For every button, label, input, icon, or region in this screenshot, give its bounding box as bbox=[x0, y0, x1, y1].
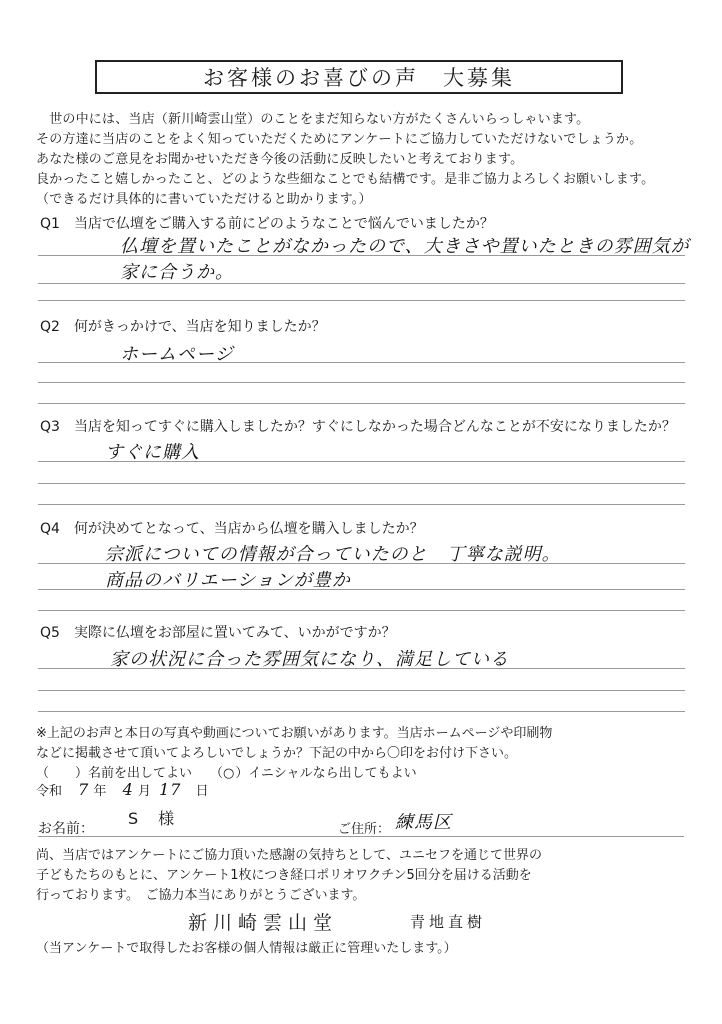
intro-line: その方達に当店のことをよく知っていただくためにアンケートにご協力していただけないでしょうか。 bbox=[36, 132, 643, 147]
answer-rule bbox=[38, 283, 685, 284]
answer-rule bbox=[38, 711, 685, 712]
date-day-unit: 日 bbox=[195, 784, 209, 799]
question-text: 実際に仏壇をお部屋に置いてみて、いかがですか？ bbox=[73, 625, 396, 641]
privacy-note: （当アンケートで取得したお客様の個人情報は厳正に管理いたします。） bbox=[36, 941, 457, 956]
date-year: 7 bbox=[78, 780, 90, 799]
page-title bbox=[95, 60, 623, 94]
question-text: 当店で仏壇をご購入する前にどのようなことで悩んでいましたか？ bbox=[73, 216, 494, 232]
answer-rule bbox=[38, 690, 685, 691]
date-month-unit: 月 bbox=[137, 784, 151, 799]
shop-name: 新川崎雲山堂 bbox=[188, 912, 339, 934]
intro-line: あなた様のご意見をお聞かせいただき今後の活動に反映したいと考えております。 bbox=[36, 152, 524, 167]
consent-option-initial[interactable] bbox=[210, 762, 417, 781]
intro-line: （できるだけ具体的に書いていただけると助かります。） bbox=[36, 192, 372, 207]
answer-1-line-2: 家に合うか。 bbox=[120, 262, 234, 283]
consent-option-name[interactable]: （ ）名前を出してよい bbox=[36, 766, 193, 781]
question-label: Q2 bbox=[40, 319, 60, 335]
question-2 bbox=[40, 316, 326, 336]
answer-rule bbox=[38, 668, 685, 669]
ceo-name: 青地直樹 bbox=[410, 913, 487, 931]
option-open-paren: （ bbox=[210, 766, 224, 781]
answer-rule bbox=[38, 362, 685, 363]
answer-rule bbox=[38, 504, 685, 505]
question-label: Q3 bbox=[40, 419, 60, 435]
question-text: 当店を知ってすぐに購入しましたか？すぐにしなかった場合どんなことが不安になりましたか？ bbox=[73, 419, 676, 435]
question-label: Q1 bbox=[40, 216, 60, 232]
consent-line: などに掲載させて頂いてよろしいでしょうか？下記の中から〇印をお付け下さい。 bbox=[36, 746, 518, 761]
name-value[interactable]: S 様 bbox=[128, 809, 177, 828]
answer-rule bbox=[38, 461, 685, 462]
question-1 bbox=[40, 213, 494, 233]
consent-line: ※上記のお声と本日の写真や動画についてお願いがあります。当店ホームページや印刷物 bbox=[36, 726, 553, 741]
intro-line: 良かったこと嬉しかったこと、どのような些細なことでも結構です。是非ご協力よろしくお願いします。 bbox=[36, 172, 655, 187]
address-label: ご住所： bbox=[338, 822, 391, 837]
question-text: 何がきっかけで、当店を知りましたか？ bbox=[73, 319, 326, 335]
name-label: お名前： bbox=[38, 821, 94, 837]
date-day: 17 bbox=[159, 780, 182, 799]
answer-2-line-1: ホームページ bbox=[120, 344, 234, 365]
intro-line: 世の中には、当店（新川崎雲山堂）のことをまだ知らない方がたくさんいらっしゃいます。 bbox=[36, 112, 590, 127]
answer-rule bbox=[38, 563, 685, 564]
question-5 bbox=[40, 622, 396, 642]
circle-mark: ○ bbox=[223, 766, 236, 781]
date-year-unit: 年 bbox=[93, 784, 107, 799]
address-underline bbox=[338, 836, 684, 837]
answer-4-line-1: 宗派についての情報が合っていたのと 丁寧な説明。 bbox=[105, 544, 561, 565]
option-text: ）イニシャルなら出してもよい bbox=[235, 766, 417, 781]
answer-rule bbox=[38, 255, 685, 256]
answer-5-line-1: 家の状況に合った雰囲気になり、満足している bbox=[110, 649, 509, 670]
address-value[interactable]: 練馬区 bbox=[395, 812, 452, 833]
answer-rule bbox=[38, 610, 685, 611]
question-4 bbox=[40, 518, 424, 538]
page-title-text: お客様のお喜びの声 大募集 bbox=[203, 66, 515, 90]
answer-rule bbox=[38, 300, 685, 301]
footer-line: 子どもたちのもとに、アンケート1枚につき経口ポリオワクチン5回分を届ける活動を bbox=[36, 868, 532, 883]
question-3 bbox=[40, 416, 676, 436]
question-label: Q4 bbox=[40, 521, 60, 537]
name-underline bbox=[38, 836, 338, 837]
answer-rule bbox=[38, 403, 685, 404]
answer-rule bbox=[38, 589, 685, 590]
answer-rule bbox=[38, 382, 685, 383]
footer-line: 尚、当店ではアンケートにご協力頂いた感謝の気持ちとして、ユニセフを通じて世界の bbox=[36, 848, 542, 863]
answer-rule bbox=[38, 483, 685, 484]
date-row bbox=[36, 780, 209, 799]
question-text: 何が決めてとなって、当店から仏壇を購入しましたか？ bbox=[73, 521, 424, 537]
answer-4-line-2: 商品のバリエーションが豊か bbox=[105, 570, 351, 591]
date-era: 令和 bbox=[36, 784, 63, 799]
footer-line: 行っております。 ご協力本当にありがとうございます。 bbox=[36, 888, 366, 903]
question-label: Q5 bbox=[40, 625, 60, 641]
date-month: 4 bbox=[122, 780, 134, 799]
answer-3-line-1: すぐに購入 bbox=[105, 442, 200, 463]
answer-1-line-1: 仏壇を置いたことがなかったので、大きさや置いたときの雰囲気が bbox=[120, 236, 690, 257]
